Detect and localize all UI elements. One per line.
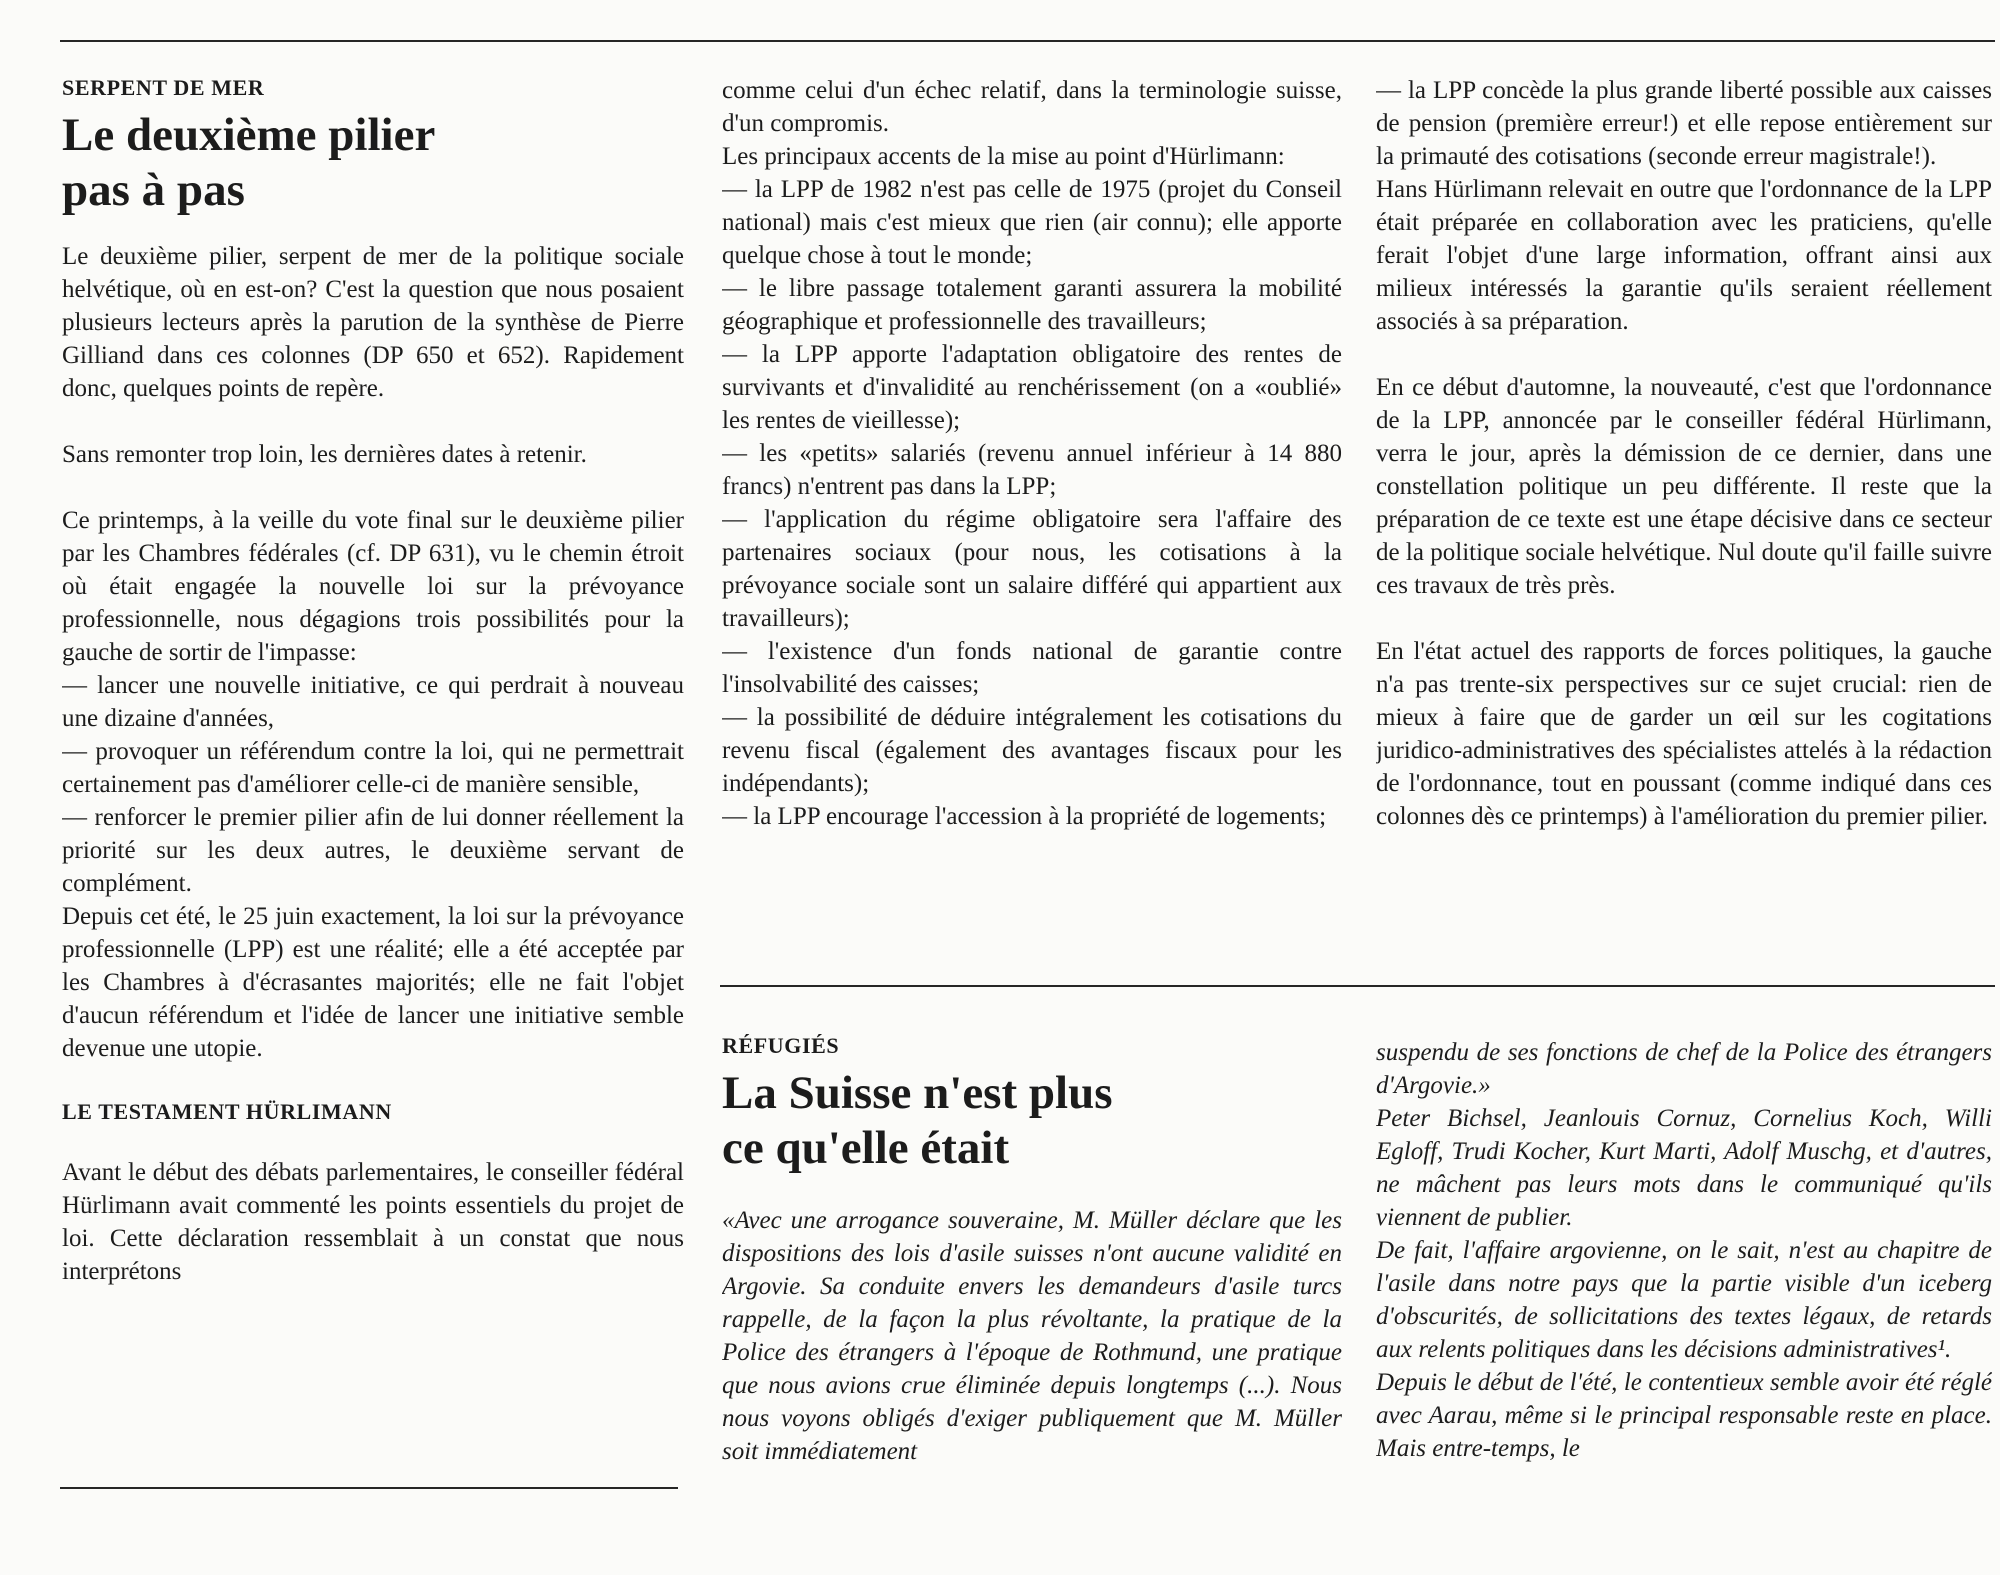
article1-paragraph: Le deuxième pilier, serpent de mer de la politique sociale helvétique, où en est-on? C'est la question que nous posaient plusieurs lecteurs après la parution de la synthèse de Pierre Gilliand dans ces colonnes (DP 650 et 652). Rapidement donc, quelques points de repère. [62,243,684,402]
article2-column-1 [722,1032,1342,1502]
article1-title [62,108,684,218]
article1-list-item: — la LPP concède la plus grande liberté possible aux caisses de pension (première erreur!) et elle repose entièrement sur la primauté des cotisations (seconde erreur magistrale!). [1376,77,1992,170]
article1-paragraph: Les principaux accents de la mise au point d'Hürlimann: [722,143,1285,170]
bottom-rule-left [60,1487,678,1489]
article2-kicker: RÉFUGIÉS [722,1033,840,1058]
article1-paragraph: Ce printemps, à la veille du vote final sur le deuxième pilier par les Chambres fédérales (cf. DP 631), vu le chemin étroit où était engagée la nouvelle loi sur la prévoyance professionnelle, nous dégagions trois possibilités pour la gauche de sortir de l'impasse: [62,507,684,666]
mid-rule [720,985,1995,987]
article1-column-3 [1376,74,1992,974]
article1-list-item: — provoquer un référendum contre la loi, qui ne permettrait certainement pas d'améliorer celle-ci de manière sensible, [62,738,684,798]
article1-list-item: — la possibilité de déduire intégralement les cotisations du revenu fiscal (également des avantages fiscaux pour les indépendants); [722,704,1342,797]
article1-list-item: — la LPP encourage l'accession à la propriété de logements; [722,803,1327,830]
article1-column-1 [62,74,684,1479]
article1-paragraph: Hans Hürlimann relevait en outre que l'ordonnance de la LPP était préparée en collaboration avec les praticiens, qu'elle ferait l'objet d'une large information, offrant ainsi aux milieux intéressés la garantie qu'ils seraient réellement associés à sa préparation. [1376,176,1992,335]
article1-list-item: — renforcer le premier pilier afin de lui donner réellement la priorité sur les deux autres, le deuxième servant de complément. [62,804,684,897]
article1-list-item: — lancer une nouvelle initiative, ce qui perdrait à nouveau une dizaine d'années, [62,672,684,732]
article2-quote-end: suspendu de ses fonctions de chef de la Police des étrangers d'Argovie.» [1376,1039,1992,1099]
article1-paragraph: En l'état actuel des rapports de forces politiques, la gauche n'a pas trente-six perspectives sur ce sujet crucial: rien de mieux à faire que de garder un œil sur les cogitations juridico-administratives des spécialistes attelés à la rédaction de l'ordonnance, tout en poussant (comme indiqué dans ces colonnes dès ce printemps) à l'amélioration du premier pilier. [1376,638,1992,830]
article1-column-2 [722,74,1342,974]
article1-list-item: — les «petits» salariés (revenu annuel inférieur à 14 880 francs) n'entrent pas dans la LPP; [722,440,1342,500]
article1-title-line2: pas à pas [62,164,245,216]
article2-title [722,1066,1342,1176]
article2-title-line1: La Suisse n'est plus [722,1067,1113,1119]
article1-paragraph: Depuis cet été, le 25 juin exactement, la loi sur la prévoyance professionnelle (LPP) est une réalité; elle a été acceptée par les Chambres à d'écrasantes majorités; elle ne fait l'objet d'aucun référendum et l'idée de lancer une initiative semble devenue une utopie. [62,903,684,1062]
article2-paragraph: Depuis le début de l'été, le contentieux semble avoir été réglé avec Aarau, même si le principal responsable reste en place. Mais entre-temps, le [1376,1369,1992,1462]
article1-list-item: — la LPP apporte l'adaptation obligatoire des rentes de survivants et d'invalidité au renchérissement (on a «oublié» les rentes de vieillesse); [722,341,1342,434]
article1-subheading: LE TESTAMENT HÜRLIMANN [62,1099,392,1124]
article2-title-line2: ce qu'elle était [722,1122,1010,1174]
article1-title-line1: Le deuxième pilier [62,109,436,161]
article1-list-item: — l'existence d'un fonds national de garantie contre l'insolvabilité des caisses; [722,638,1342,698]
article1-paragraph: Sans remonter trop loin, les dernières dates à retenir. [62,441,587,468]
article2-quote: «Avec une arrogance souveraine, M. Müller déclare que les dispositions des lois d'asile suisses n'ont aucune validité en Argovie. Sa conduite envers les demandeurs d'asile turcs rappelle, de la façon la plus révoltante, la pratique de la Police des étrangers à l'époque de Rothmund, une pratique que nous avions crue éliminée depuis longtemps (...). Nous nous voyons obligés d'exiger publiquement que M. Müller soit immédiatement [722,1207,1342,1465]
article1-kicker: SERPENT DE MER [62,75,265,100]
article2-paragraph: De fait, l'affaire argovienne, on le sait, n'est au chapitre de l'asile dans notre pays que la partie visible d'un iceberg d'obscurités, de sollicitations des textes légaux, de retards aux relents politiques dans les décisions administratives¹. [1376,1237,1992,1363]
article1-list-item: — la LPP de 1982 n'est pas celle de 1975 (projet du Conseil national) mais c'est mieux que rien (air connu); elle apporte quelque chose à tout le monde; [722,176,1342,269]
top-rule [60,40,1995,42]
article1-paragraph: En ce début d'automne, la nouveauté, c'est que l'ordonnance de la LPP, annoncée par le conseiller fédéral Hürlimann, verra le jour, après la démission de ce dernier, dans une constellation politique un peu différente. Il reste que la préparation de ce texte est une étape décisive dans ce secteur de la politique sociale helvétique. Nul doute qu'il faille suivre ces travaux de très près. [1376,374,1992,599]
article2-column-2 [1376,1036,1992,1506]
article1-paragraph: comme celui d'un échec relatif, dans la terminologie suisse, d'un compromis. [722,77,1342,137]
article2-paragraph: Peter Bichsel, Jeanlouis Cornuz, Cornelius Koch, Willi Egloff, Trudi Kocher, Kurt Marti, Adolf Muschg, et d'autres, ne mâchent pas leurs mots dans le communiqué qu'ils viennent de publier. [1376,1105,1992,1231]
article1-list-item: — le libre passage totalement garanti assurera la mobilité géographique et professionnelle des travailleurs; [722,275,1342,335]
article1-paragraph: Avant le début des débats parlementaires, le conseiller fédéral Hürlimann avait commenté les points essentiels du projet de loi. Cette déclaration ressemblait à un constat que nous interprétons [62,1159,684,1285]
article1-list-item: — l'application du régime obligatoire sera l'affaire des partenaires sociaux (pour nous, les cotisations à la prévoyance sociale sont un salaire différé qui appartient aux travailleurs); [722,506,1342,632]
